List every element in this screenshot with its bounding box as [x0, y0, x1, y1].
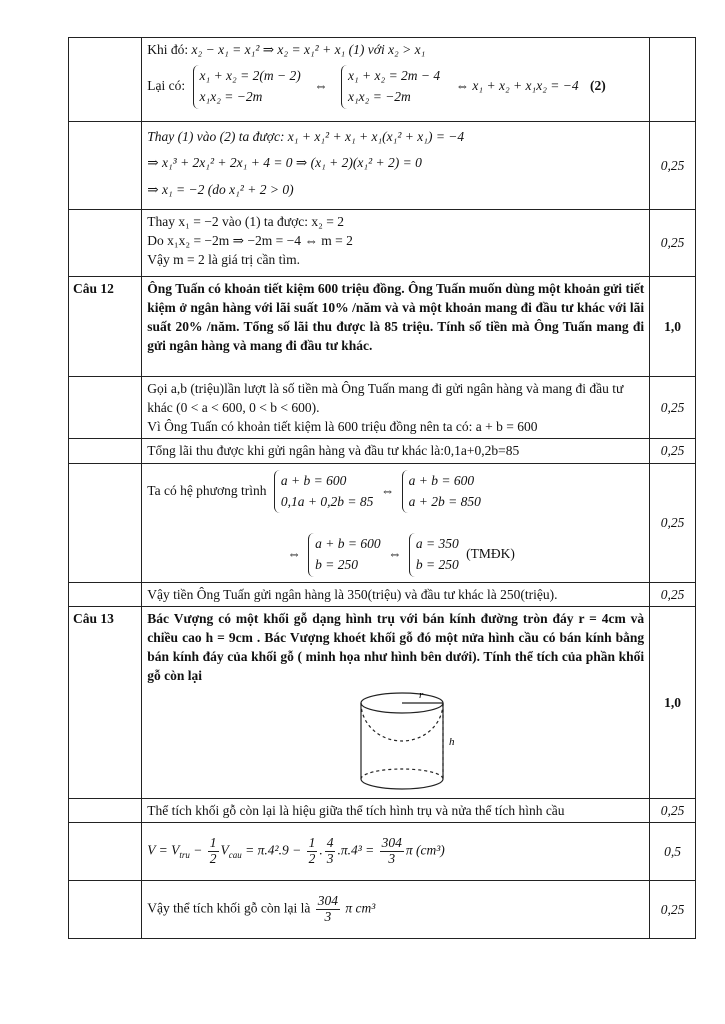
math-expression: ⇔ x₁ + x₂ + x₁x₂ = −4: [455, 78, 579, 94]
solution-line: Gọi a,b (triệu)lần lượt là số tiền mà Ông Tuấn mang đi gửi ngân hàng và mang đi đầu tư khác (0 < a < 600, 0 < b < 600).: [147, 381, 624, 416]
table-row: [69, 582, 696, 606]
table-row: [69, 210, 696, 277]
equation-system: a + b = 600 b = 250: [308, 533, 380, 577]
score: 0,25: [650, 463, 696, 582]
score: 0,25: [650, 210, 696, 277]
score: 0,25: [650, 798, 696, 822]
table-row: [69, 880, 696, 938]
solution-line: Thay x₁ = −2 vào (1) ta được: x₂ = 2: [147, 214, 344, 229]
height-label: h: [449, 736, 455, 749]
score: 0,25: [650, 880, 696, 938]
solution-line: Thể tích khối gỗ còn lại là hiệu giữa thể tích hình trụ và nửa thể tích hình cầu: [142, 798, 650, 822]
row-prefix: Lại có:: [147, 78, 186, 94]
table-row: [69, 463, 696, 582]
solution-line: Tổng lãi thu được khi gửi ngân hàng và đầu tư khác là:0,1a+0,2b=85: [142, 439, 650, 463]
table-row: [69, 122, 696, 210]
table-row: [69, 38, 696, 122]
equation-system: a + b = 600 a + 2b = 850: [402, 470, 481, 514]
cylinder-bottom-front: [361, 779, 443, 789]
iff-symbol: ⇔: [314, 78, 328, 94]
volume-formula: $V = V_{tru}$ − $\frac{1}{2}$ $V_{cau} = \pi.4^2.9$ − $\frac{1}{2}$ . $\frac{4}{3}$ .π.4³ = $\frac{304}{3}$ π (cm³): [142, 822, 650, 880]
solution-line: Vậy m = 2 là giá trị cần tìm.: [147, 252, 300, 268]
solution-line: Ta có hệ phương trình: [147, 482, 267, 498]
equation-label: (2): [589, 78, 606, 94]
question-text: Ông Tuấn có khoản tiết kiệm 600 triệu đồng. Ông Tuấn muốn dùng một khoản gửi tiết kiệm ở ngân hàng với lãi suất 10% /năm và và một khoản mang đi đầu tư khác với lãi suất 20% /năm. Tổng số lãi thu được là 85 triệu. Tính số tiền mà Ông Tuấn mang đi gửi ngân hàng và mang đi đầu tư khác.: [142, 277, 650, 377]
score: 0,25: [650, 377, 696, 439]
cylinder-hemisphere-figure: [357, 689, 467, 794]
math-expression: x₂ − x₁ = x₁² ⇒ x₂ = x₁² + x₁ (1) với x₂ > x₁: [191, 42, 426, 57]
solution-line: Vì Ông Tuấn có khoản tiết kiệm là 600 triệu đồng nên ta có: a + b = 600: [147, 419, 538, 435]
condition-note: (TMĐK): [466, 546, 515, 562]
score: 1,0: [650, 277, 696, 377]
radius-label: r: [419, 689, 424, 702]
question-text: Bác Vượng có một khối gỗ dạng hình trụ với bán kính đường tròn đáy r = 4cm và chiều cao h = 9cm . Bác Vượng khoét khối gỗ đó một nửa hình cầu có bán kính bằng bán kính đáy của khối gỗ ( minh họa như hình bên dưới). Tính thể tích của phần khối gỗ còn lại: [147, 610, 645, 684]
score: 0,25: [650, 439, 696, 463]
row-prefix: Khi đó:: [147, 42, 189, 57]
score: 0,25: [650, 122, 696, 210]
table-row: [69, 798, 696, 822]
solution-line: ⇒ x₁ = −2 (do x₁² + 2 > 0): [147, 181, 294, 197]
iff-symbol: ⇔: [388, 546, 402, 562]
table-row: [69, 606, 696, 798]
table-row: [69, 439, 696, 463]
hemisphere-cavity: [361, 703, 443, 741]
question-label: Câu 12: [69, 277, 142, 377]
score: 0,25: [650, 582, 696, 606]
cylinder-bottom-back: [361, 769, 443, 779]
equation-system: x₁ + x₂ = 2m − 4 x₁x₂ = −2m: [341, 65, 440, 109]
solution-line: Thay (1) vào (2) ta được: x₁ + x₁² + x₁ + x₁(x₁² + x₁) = −4: [147, 129, 465, 144]
solution-line: Vậy tiền Ông Tuấn gửi ngân hàng là 350(triệu) và đầu tư khác là 250(triệu).: [142, 582, 650, 606]
conclusion-line: Vậy thể tích khối gỗ còn lại là $\frac{304}{3}$ π cm³: [142, 880, 650, 938]
iff-symbol: ⇔: [287, 546, 301, 562]
solution-line: Do x₁x₂ = −2m ⇒ −2m = −4 ⇔ m = 2: [147, 233, 353, 249]
equation-system: x₁ + x₂ = 2(m − 2) x₁x₂ = −2m: [193, 65, 301, 109]
equation-system: a + b = 600 0,1a + 0,2b = 85: [274, 470, 373, 514]
answer-table: [68, 37, 696, 939]
iff-symbol: ⇔: [380, 482, 395, 498]
solution-line: ⇒ x₁³ + 2x₁² + 2x₁ + 4 = 0 ⇒ (x₁ + 2)(x₁² + 2) = 0: [147, 155, 422, 171]
table-row: [69, 822, 696, 880]
score: 1,0: [650, 606, 696, 798]
equation-system: a = 350 b = 250: [409, 533, 459, 577]
score: 0,5: [650, 822, 696, 880]
question-label: Câu 13: [69, 606, 142, 798]
table-row: [69, 377, 696, 439]
table-row: [69, 277, 696, 377]
